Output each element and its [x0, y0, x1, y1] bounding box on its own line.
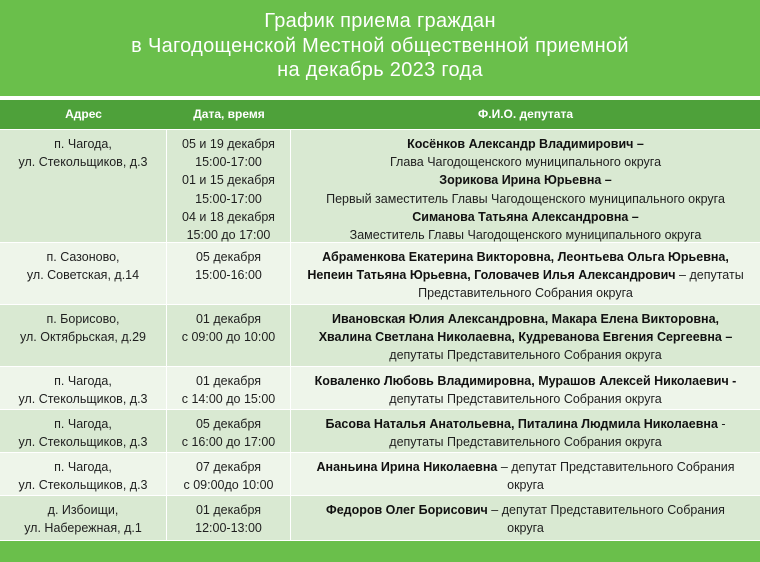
title-line-3: на декабрь 2023 года [277, 59, 483, 81]
cell-deputy [291, 453, 760, 495]
title-line-2: в Чагодощенской Местной общественной приемной [131, 34, 629, 57]
page-title [0, 0, 760, 96]
deputy-line [295, 153, 756, 171]
cell-deputy [291, 130, 760, 242]
deputy-name: Непеин Татьяна Юрьевна, Головачев Илья Александрович [307, 268, 676, 283]
cell-address [0, 496, 167, 540]
deputy-name: Косёнков Александр Владимирович – [407, 137, 644, 151]
deputy-line [295, 372, 756, 390]
deputy-line [295, 501, 756, 519]
datetime-line: 05 декабря [195, 417, 262, 431]
deputy-name: Басова Наталья Анатольевна, Питалина Людмила Николаевна [325, 417, 718, 431]
address-line: ул. Стекольщиков, д.3 [18, 392, 148, 407]
cell-datetime [167, 305, 291, 366]
deputy-role: депутаты Представительного Собрания округа [389, 348, 662, 363]
datetime-line: 15:00-17:00 [195, 155, 262, 170]
datetime-line: 05 и 19 декабря [182, 137, 275, 151]
cell-datetime [167, 453, 291, 495]
deputy-line [295, 310, 756, 328]
deputy-line [295, 328, 756, 346]
address-line: п. Чагода, [54, 374, 112, 388]
cell-deputy [291, 410, 760, 452]
header-deputy: Ф.И.О. депутата [478, 107, 573, 121]
header-datetime: Дата, время [193, 107, 265, 121]
deputy-role: – депутат Представительного Собрания [497, 460, 735, 474]
address-line: п. Чагода, [54, 137, 112, 151]
deputy-line [295, 135, 756, 153]
cell-deputy [291, 367, 760, 409]
address-line: п. Чагода, [54, 460, 112, 474]
deputy-role: Глава Чагодощенского муниципального округа [389, 155, 662, 170]
datetime-line: 01 декабря [195, 312, 262, 326]
cell-datetime [167, 130, 291, 242]
deputy-line [295, 390, 756, 408]
address-line: ул. Стекольщиков, д.3 [18, 435, 148, 450]
deputy-role: - [717, 417, 726, 431]
deputy-name: Ананьина Ирина Николаевна [316, 460, 498, 474]
cell-datetime [167, 243, 291, 304]
cell-address [0, 305, 167, 366]
deputy-name: Симанова Татьяна Александровна – [412, 209, 639, 224]
deputy-name: Федоров Олег Борисович [326, 503, 488, 517]
cell-address [0, 243, 167, 304]
cell-deputy [291, 496, 760, 540]
table-row [0, 453, 760, 496]
datetime-line: 01 декабря [195, 503, 262, 517]
datetime-line: 01 декабря [195, 374, 262, 388]
table-header [0, 100, 760, 130]
table-row [0, 305, 760, 367]
deputy-line [295, 248, 756, 266]
datetime-line: с 09:00до 10:00 [183, 478, 274, 493]
title-line-1: График приема граждан [264, 10, 496, 32]
deputy-line [295, 171, 756, 189]
deputy-role: депутаты Представительного Собрания округа [389, 435, 662, 450]
schedule-table [0, 100, 760, 541]
address-line: п. Борисово, [46, 312, 120, 326]
deputy-role: Заместитель Главы Чагодощенского муниципального округа [349, 228, 702, 243]
datetime-line: с 09:00 до 10:00 [181, 330, 276, 345]
deputy-name: Ивановская Юлия Александровна, Макара Елена Викторовна, [331, 312, 720, 326]
cell-deputy [291, 305, 760, 366]
table-row [0, 243, 760, 305]
cell-address [0, 367, 167, 409]
cell-datetime [167, 410, 291, 452]
datetime-line: с 14:00 до 15:00 [181, 392, 276, 407]
deputy-line [295, 266, 756, 284]
cell-datetime [167, 367, 291, 409]
deputy-role: Первый заместитель Главы Чагодощенского муниципального округа [326, 191, 725, 206]
datetime-line: 07 декабря [195, 460, 262, 474]
deputy-line [295, 519, 756, 537]
address-line: ул. Октябрьская, д.29 [20, 330, 146, 345]
deputy-line [295, 226, 756, 244]
datetime-line: 04 и 18 декабря [182, 209, 275, 224]
cell-address [0, 410, 167, 452]
table-row [0, 367, 760, 410]
deputy-role: – депутаты [675, 268, 744, 283]
deputy-line [295, 476, 756, 494]
deputy-role: – депутат Представительного Собрания [487, 503, 725, 517]
datetime-line: 15:00-16:00 [195, 268, 262, 283]
table-row [0, 496, 760, 541]
deputy-role: округа [507, 478, 544, 493]
datetime-line: 05 декабря [195, 250, 262, 264]
datetime-line: 15:00-17:00 [195, 191, 262, 206]
deputy-line [295, 458, 756, 476]
cell-deputy [291, 243, 760, 304]
deputy-role: Представительного Собрания округа [418, 286, 633, 301]
deputy-name: Абраменкова Екатерина Викторовна, Леонтьева Ольга Юрьевна, [322, 250, 729, 264]
cell-address [0, 130, 167, 242]
address-line: ул. Советская, д.14 [26, 268, 140, 283]
deputy-role: депутаты Представительного Собрания округа [389, 392, 662, 407]
datetime-line: 15:00 до 17:00 [186, 228, 271, 243]
deputy-line [295, 284, 756, 302]
deputy-name: Хвалина Светлана Николаевна, Кудреванова Евгения Сергеевна – [318, 330, 733, 345]
deputy-line [295, 433, 756, 451]
table-row [0, 130, 760, 243]
deputy-line [295, 208, 756, 226]
cell-datetime [167, 496, 291, 540]
address-line: ул. Набережная, д.1 [24, 521, 142, 536]
address-line: п. Чагода, [54, 417, 112, 431]
address-line: п. Сазоново, [46, 250, 120, 264]
table-row [0, 410, 760, 453]
deputy-line [295, 190, 756, 208]
deputy-line [295, 415, 756, 433]
address-line: ул. Стекольщиков, д.3 [18, 478, 148, 493]
datetime-line: с 16:00 до 17:00 [181, 435, 276, 450]
header-address: Адрес [65, 107, 102, 121]
datetime-line: 01 и 15 декабря [182, 173, 275, 188]
bottom-band [0, 541, 760, 562]
deputy-role: округа [507, 521, 544, 536]
datetime-line: 12:00-13:00 [195, 521, 262, 536]
address-line: ул. Стекольщиков, д.3 [18, 155, 148, 170]
deputy-name: Зорикова Ирина Юрьевна – [439, 173, 612, 188]
deputy-line [295, 346, 756, 364]
deputy-name: Коваленко Любовь Владимировна, Мурашов Алексей Николаевич - [314, 374, 737, 388]
address-line: д. Избоищи, [47, 503, 119, 517]
cell-address [0, 453, 167, 495]
